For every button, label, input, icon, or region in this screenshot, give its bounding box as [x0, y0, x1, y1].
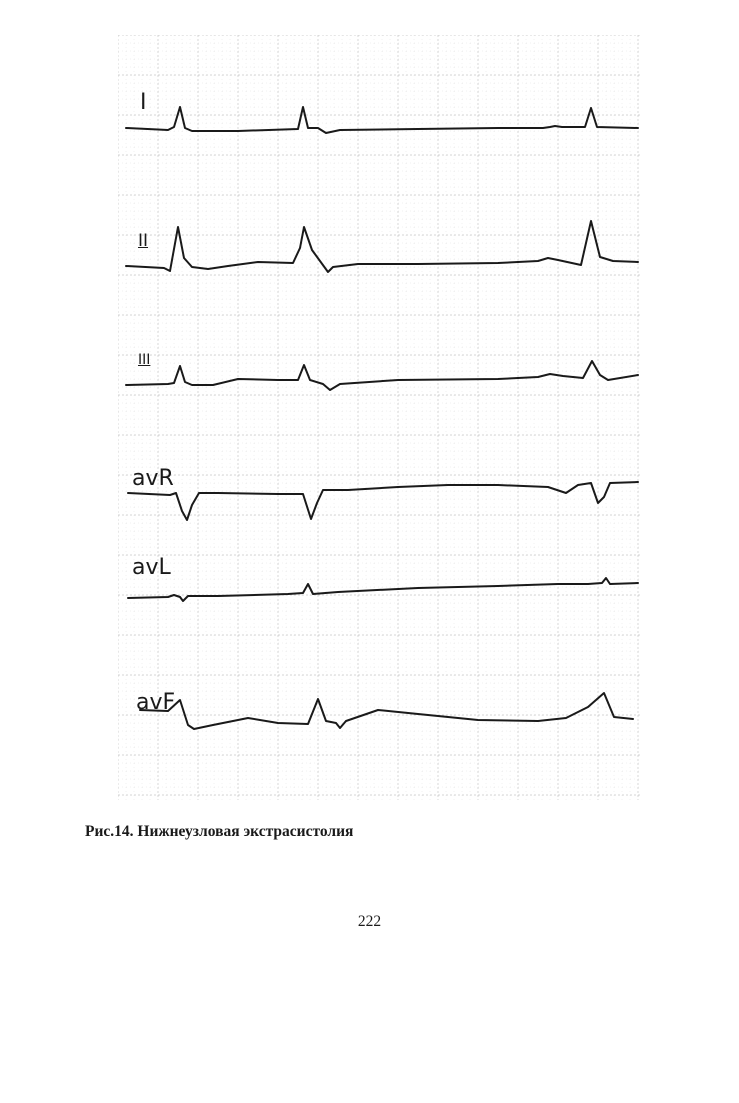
lead-label-I: I [140, 90, 147, 115]
lead-label-avF: avF [136, 690, 176, 715]
page-number: 222 [357, 913, 382, 930]
lead-label-II: II [138, 231, 149, 251]
ecg-grid-and-traces [118, 35, 640, 800]
ecg-trace-II [126, 221, 638, 272]
lead-label-avR: avR [132, 466, 174, 491]
ecg-trace-avR [128, 482, 638, 520]
ecg-figure [118, 35, 640, 800]
figure-caption: Рис.14. Нижнеузловая экстрасистолия [85, 823, 354, 840]
ecg-grid [118, 35, 640, 800]
lead-label-III: III [138, 352, 151, 368]
lead-label-avL: avL [132, 555, 171, 580]
ecg-trace-avL [128, 578, 638, 601]
